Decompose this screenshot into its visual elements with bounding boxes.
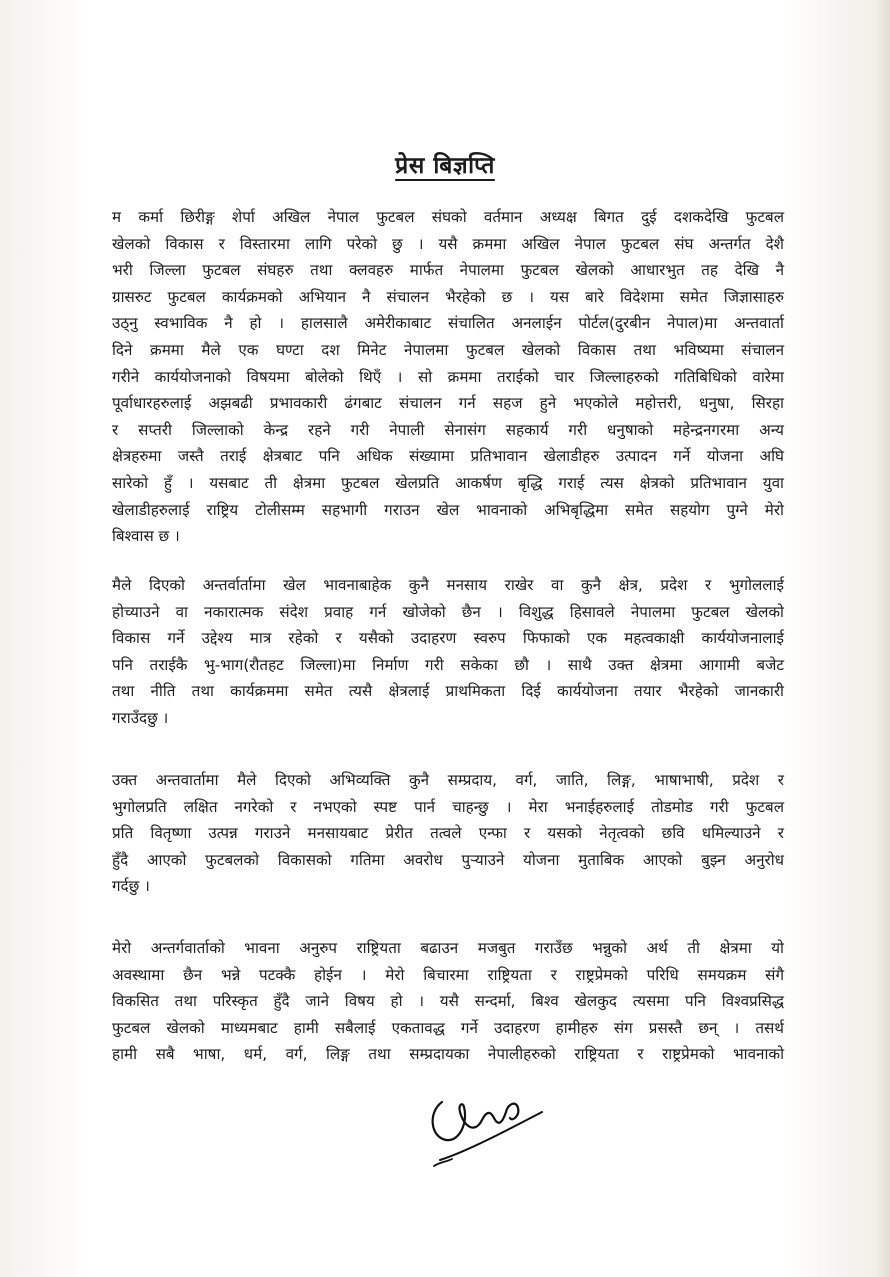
press-release-title: प्रेस बिज्ञप्ति (395, 153, 495, 179)
paragraph-line: गरीने कार्ययोजनाको विषयमा बोलेको थिएँ । सो क्रममा तराईको चार जिल्लाहरुको गतिबिधिको वारेमा (112, 367, 784, 386)
paragraph-line: अवस्थामा छैन भन्ने पटक्कै होईन । मेरो बिचारमा राष्ट्रियता र राष्ट्रप्रेमको परिधि समयक्रम संगै (112, 965, 784, 984)
paragraph-line: विकास गर्ने उद्देश्य मात्र रहेको र यसैको उदाहरण स्वरुप फिफाको एक महत्वकाक्षी कार्ययोजनालाई (112, 629, 784, 648)
paragraph-line: होच्याउने वा नकारात्मक संदेश प्रवाह गर्न खोजेको छैन । विशुद्ध हिसावले नेपालमा फुटबल खेलको (112, 602, 784, 621)
paragraph-line: भरी जिल्ला फुटबल संघहरु तथा क्लवहरु मार्फत नेपालमा फुटबल खेलको आधारभुत तह देखि नै (112, 261, 784, 280)
paragraph-line: क्षेत्रहरुमा जस्तै तराई क्षेत्रबाट पनि अधिक संख्यामा प्रतिभावान खेलाडीहरु उत्पादन गर्ने योजना अघि (112, 447, 784, 466)
paragraph-line: उठ्नु स्वभाविक नै हो । हालसालै अमेरीकाबाट संचालित अनलाईन पोर्टल(दुरबीन नेपाल)मा अन्तवार्ता (112, 314, 784, 333)
paragraph-line: ग्रासरुट फुटबल कार्यक्रमको अभियान नै संचालन भैरहेको छ । यस बारे विदेशमा समेत जिज्ञासाहरु (112, 287, 784, 306)
paragraph-line: उक्त अन्तवार्तामा मैले दिएको अभिव्यक्ति कुनै सम्प्रदाय, वर्ग, जाति, लिङ्ग, भाषाभाषी, प्रदेश र (112, 771, 784, 789)
paragraph-line: भुगोलप्रति लक्षित नगरेको र नभएको स्पष्ट पार्न चाहन्छु । मेरा भनाईहरुलाई तोडमोड गरी फुटबल (112, 797, 784, 816)
paragraph-line: हुँदै आएको फुटबलको विकासको गतिमा अवरोध पुऱ्याउने योजना मुताबिक आएको बुझ्न अनुरोध (112, 850, 784, 869)
paragraph-line: मैले दिएको अन्तर्वार्तामा खेल भावनाबाहेक कुनै मनसाय राखेर वा कुनै क्षेत्र, प्रदेश र भुगोललाई (112, 576, 784, 594)
paragraph-1 (112, 204, 784, 550)
paragraph-line: गराउँदछु । (112, 708, 169, 727)
page-edge-shadow (876, 0, 890, 1277)
paragraph-line: दिने क्रममा मैले एक घण्टा दश मिनेट नेपालमा फुटबल खेलको विकास तथा भविष्यमा संचालन (112, 340, 784, 359)
paragraph-line: गर्दछु । (112, 877, 150, 896)
paragraph-3 (112, 767, 784, 900)
paragraph-line: हामी सबै भाषा, धर्म, वर्ग, लिङ्ग तथा सम्प्रदायका नेपालीहरुको राष्ट्रियता र राष्ट्रप्रेमको भावनाको (112, 1045, 784, 1064)
paragraph-line: खेलाडीहरुलाई राष्ट्रिय टोलीसम्म सहभागी गराउन खेल भावनाको अभिबृद्धिमा समेत सहयोग पुग्ने मेरो (112, 500, 784, 519)
signature-mark (420, 1082, 560, 1177)
paragraph-line: विकसित तथा परिस्कृत हुँदै जाने विषय हो । यसै सन्दर्मा, बिश्व खेलकुद त्यसमा पनि विश्वप्रसिद्ध (112, 992, 784, 1011)
paragraph-line: पूर्वाधारहरुलाई अझबढी प्रभावकारी ढंगबाट संचालन गर्न सहज हुने भएकोले महोत्तरी, धनुषा, सिरहा (112, 394, 784, 413)
paragraph-line: र सप्तरी जिल्लाको केन्द्र रहने गरी नेपाली सेनासंग सहकार्य गरी धनुषाको महेन्द्रनगरमा अन्य (112, 420, 784, 439)
paragraph-line: सारेको हुँ । यसबाट ती क्षेत्रमा फुटबल खेलप्रति आकर्षण बृद्धि गराई त्यस क्षेत्रको प्रतिभावान युवा (112, 473, 784, 492)
paragraph-line: मेरो अन्तर्गवार्ताको भावना अनुरुप राष्ट्रियता बढाउन मजबुत गराउँछ भन्नुको अर्थ ती क्षेत्रमा यो (112, 939, 784, 957)
paragraph-line: तथा नीति तथा कार्यक्रममा समेत त्यसै क्षेत्रलाई प्राथमिकता दिई कार्ययोजना तयार भैरहेको जानकारी (112, 682, 784, 701)
paragraph-line: फुटबल खेलको माध्यमबाट हामी सबैलाई एकतावद्ध गर्ने उदाहरण हामीहरु संग प्रसस्तै छन् । तसर्थ (112, 1018, 784, 1037)
paragraph-line: खेलको विकास र विस्तारमा लागि परेको छु । यसै क्रममा अखिल नेपाल फुटबल संघ अन्तर्गत देशै (112, 234, 784, 253)
paragraph-4 (112, 935, 784, 1068)
paragraph-line: म कर्मा छिरीङ्ग शेर्पा अखिल नेपाल फुटबल संघको वर्तमान अध्यक्ष बिगत दुई दशकदेखि फुटबल (112, 208, 784, 226)
paragraph-line: पनि तराईकै भु-भाग(रौतहट जिल्ला)मा निर्माण गरी सकेका छौ । साथै उक्त क्षेत्रमा आगामी बजेट (112, 655, 784, 674)
paragraph-2 (112, 572, 784, 732)
paragraph-line: बिश्वास छ । (112, 527, 180, 546)
paragraph-line: प्रति वितृष्णा उत्पन्न गराउने मनसायबाट प्रेरीत तत्वले एन्फा र यसको नेतृत्वको छवि धमिल्याउने र (112, 824, 784, 843)
